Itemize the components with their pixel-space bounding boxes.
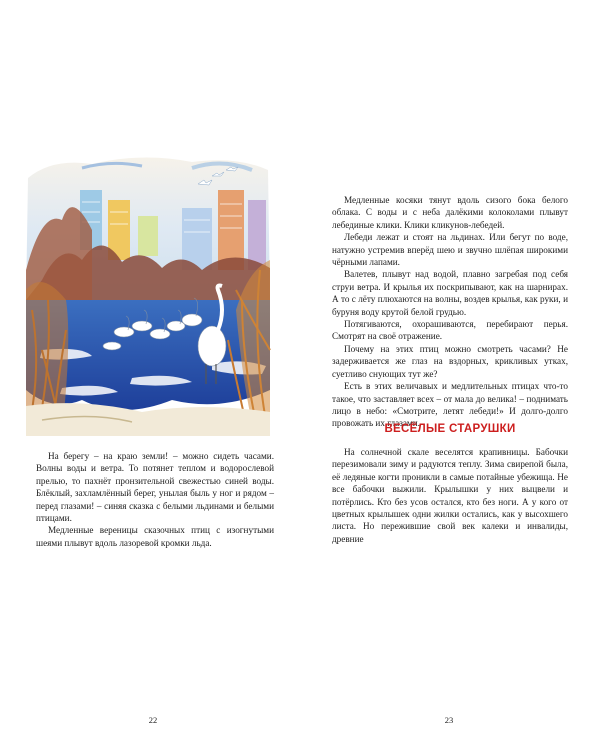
paragraph: Медленные косяки тянут вдоль сизого бока белого облака. С воды и с неба далёкими колоколами плывут лебединые клики. Клики кликунов-лебедей. [332, 195, 568, 230]
left-page-text [36, 450, 274, 549]
paragraph: На берегу – на краю земли! – можно сидеть часами. Волны воды и ветра. То потянет теплом и водорослевой прелью, то пахнёт пронзительной свежестью синей воды. Блёклый, захламлённый берег, унылая быль у ног и рядом – перед глазами! – синяя сказка с белыми льдинами и белыми птицами. [36, 451, 274, 524]
section-heading: ВЕСЁЛЫЕ СТАРУШКИ [384, 423, 516, 435]
paragraph: Лебеди лежат и стоят на льдинах. Или бегут по воде, натужно устремив вперёд шею и звучно шлёпая широкими чёрными лапами. [332, 232, 568, 268]
right-page-text-bottom [332, 446, 568, 545]
paragraph: Потягиваются, охорашиваются, перебирают перья. Смотрят на своё отражение. [332, 319, 568, 342]
paragraph: Валетев, плывут над водой, плавно загребая под себя струи ветра. И крылья их поскрипывают, как на шарнирах. А то с лёту плюхаются на волны, воздев крылья, как руки, и буруня воду крутой белой грудью. [332, 269, 568, 317]
paragraph: На солнечной скале веселятся крапивницы. Бабочки перезимовали зиму и радуются теплу. Зима свирепой была, её ледяные когти проникли в самые потайные убежища. Не все бабочки выжили. Крылышки у них выцвели и потёрлись. Кто без усов остался, кто без ноги. А у кого от цветных крылышек одни жилки остались, как у высохшего листа. Но пережившие свой век калеки и инвалиды, древние [332, 447, 568, 544]
page-number: 22 [148, 715, 158, 725]
paragraph: Медленные вереницы сказочных птиц с изогнутыми шеями плывут вдоль лазоревой кромки льда. [36, 525, 274, 548]
page-number: 23 [444, 715, 454, 725]
paragraph: Есть в этих величавых и медлительных птицах что-то такое, что заставляет всех – от мала до велика! – поднимать лицо в небо: «Смотрите, летят лебеди!» И долго-долго провожать их глазами. [332, 381, 568, 429]
swans-lake-illustration [22, 150, 274, 440]
paragraph: Почему на этих птиц можно смотреть часами? Не задерживается же глаз на вздорных, крикливых утках, суетливо снующих тут же? [332, 343, 568, 379]
right-page-text-top [332, 194, 568, 430]
